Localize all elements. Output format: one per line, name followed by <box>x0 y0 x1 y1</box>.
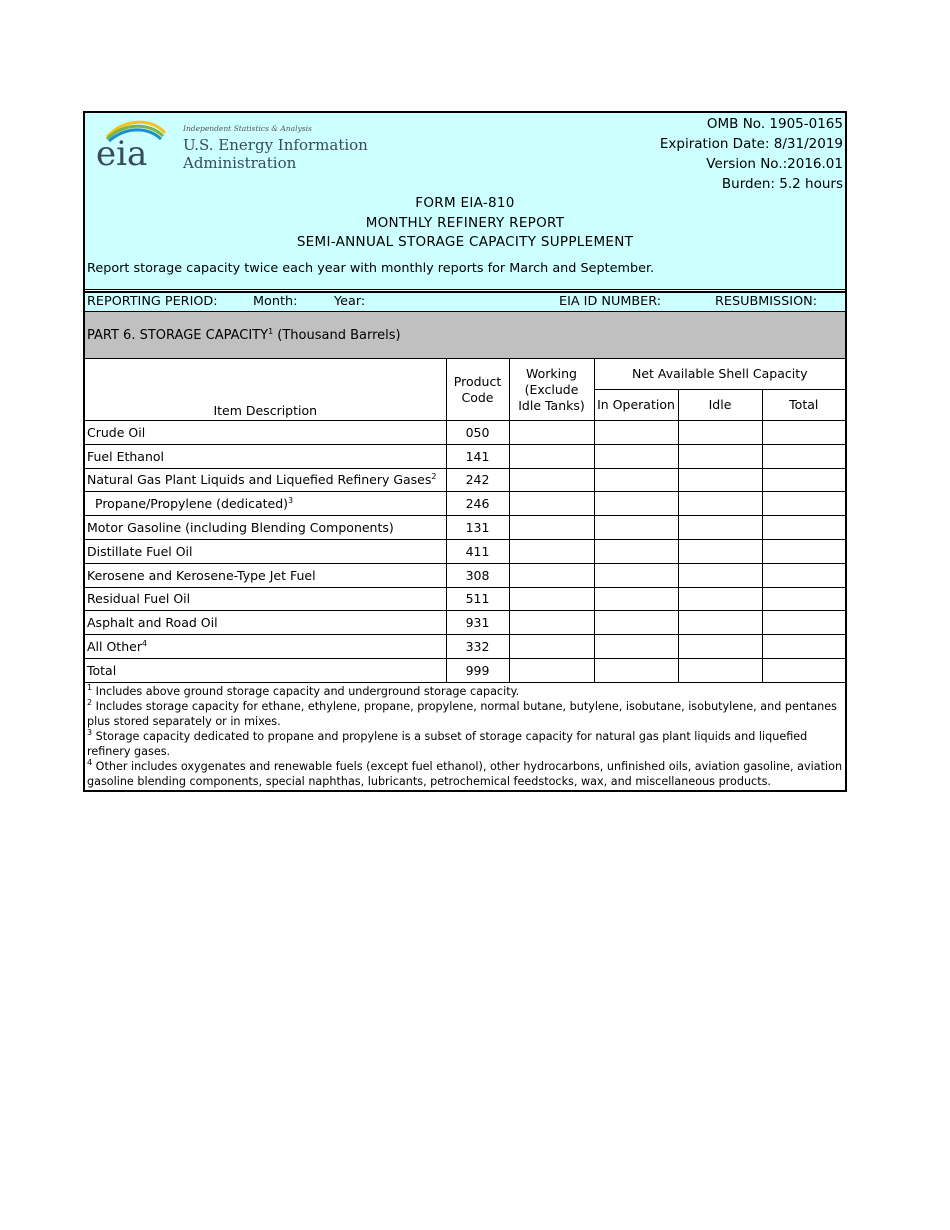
item-description: Fuel Ethanol <box>85 444 446 468</box>
item-description: Kerosene and Kerosene-Type Jet Fuel <box>85 563 446 587</box>
form-header <box>85 113 845 290</box>
total-input[interactable] <box>762 492 845 516</box>
total-input[interactable] <box>762 421 845 445</box>
in-operation-input[interactable] <box>594 587 678 611</box>
item-description: Distillate Fuel Oil <box>85 539 446 563</box>
in-operation-input[interactable] <box>594 444 678 468</box>
in-operation-input[interactable] <box>594 563 678 587</box>
product-code: 246 <box>446 492 509 516</box>
table-row <box>85 516 845 540</box>
idle-input[interactable] <box>678 611 762 635</box>
footnote: $^2$ Includes storage capacity for ethane, ethylene, propane, propylene, normal butane, butylene, isobutane, isobutylene, and pentanes plus stored separately or in mixes. <box>87 697 837 728</box>
table-row <box>85 563 845 587</box>
total-input[interactable] <box>762 539 845 563</box>
idle-input[interactable] <box>678 635 762 659</box>
item-description: Total <box>85 658 446 682</box>
col-net-available: Net Available Shell Capacity <box>594 359 845 390</box>
table-row <box>85 658 845 682</box>
eia-id-field[interactable]: EIA ID NUMBER: <box>559 294 662 309</box>
total-input[interactable] <box>762 611 845 635</box>
item-description: All Other$^4$ <box>85 635 446 659</box>
footnote: $^3$ Storage capacity dedicated to propane and propylene is a subset of storage capacity for natural gas plant liquids and liquefied refinery gases. <box>87 727 808 758</box>
part-6-title: PART 6. STORAGE CAPACITY$^1$ (Thousand Barrels) <box>87 327 401 343</box>
table-row <box>85 611 845 635</box>
item-description: Motor Gasoline (including Blending Components) <box>85 516 446 540</box>
total-input[interactable] <box>762 635 845 659</box>
in-operation-input[interactable] <box>594 468 678 492</box>
working-input[interactable] <box>509 658 594 682</box>
table-row <box>85 539 845 563</box>
reporting-period-bar <box>85 291 845 312</box>
col-item-description: Item Description <box>85 359 446 421</box>
working-input[interactable] <box>509 611 594 635</box>
total-input[interactable] <box>762 468 845 492</box>
item-description: Crude Oil <box>85 421 446 445</box>
reporting-period-label: REPORTING PERIOD: <box>87 294 218 309</box>
idle-input[interactable] <box>678 468 762 492</box>
product-code: 050 <box>446 421 509 445</box>
working-input[interactable] <box>509 635 594 659</box>
table-row <box>85 635 845 659</box>
product-code: 242 <box>446 468 509 492</box>
table-row <box>85 492 845 516</box>
logo-tagline: Independent Statistics & Analysis <box>183 124 312 133</box>
total-input[interactable] <box>762 658 845 682</box>
table-body <box>85 421 845 683</box>
form-eia-810 <box>83 111 847 792</box>
product-code: 131 <box>446 516 509 540</box>
year-field[interactable]: Year: <box>334 294 366 309</box>
total-input[interactable] <box>762 563 845 587</box>
version-number: Version No.:2016.01 <box>706 156 843 172</box>
logo-wordmark: eia <box>96 134 148 171</box>
agency-name <box>183 136 368 172</box>
idle-input[interactable] <box>678 444 762 468</box>
omb-number: OMB No. 1905-0165 <box>706 116 843 132</box>
table-row <box>85 468 845 492</box>
working-input[interactable] <box>509 492 594 516</box>
working-input[interactable] <box>509 516 594 540</box>
item-description: Natural Gas Plant Liquids and Liquefied Refinery Gases$^2$ <box>85 468 446 492</box>
table-row <box>85 421 845 445</box>
in-operation-input[interactable] <box>594 611 678 635</box>
col-idle: Idle <box>678 390 762 421</box>
burden-hours: Burden: 5.2 hours <box>721 176 843 192</box>
total-input[interactable] <box>762 516 845 540</box>
month-field[interactable]: Month: <box>253 294 298 309</box>
in-operation-input[interactable] <box>594 516 678 540</box>
total-input[interactable] <box>762 444 845 468</box>
idle-input[interactable] <box>678 492 762 516</box>
product-code: 308 <box>446 563 509 587</box>
agency-line-1: U.S. Energy Information <box>183 136 368 154</box>
working-input[interactable] <box>509 421 594 445</box>
item-description: Asphalt and Road Oil <box>85 611 446 635</box>
col-total: Total <box>762 390 845 421</box>
in-operation-input[interactable] <box>594 492 678 516</box>
footnotes <box>85 683 845 790</box>
product-code: 999 <box>446 658 509 682</box>
in-operation-input[interactable] <box>594 421 678 445</box>
idle-input[interactable] <box>678 421 762 445</box>
form-title: FORM EIA-810 <box>415 195 515 211</box>
product-code: 931 <box>446 611 509 635</box>
footnote: $^4$ Other includes oxygenates and renewable fuels (except fuel ethanol), other hydrocarbons, unfinished oils, aviation gasoline, aviation gasoline blending components, special naphthas, lubricants, petrochemical feedstocks, wax, and miscellaneous products. <box>87 757 843 788</box>
working-input[interactable] <box>509 563 594 587</box>
instructions: Report storage capacity twice each year with monthly reports for March and September. <box>87 261 655 276</box>
in-operation-input[interactable] <box>594 539 678 563</box>
form-titles <box>85 194 845 253</box>
working-input[interactable] <box>509 539 594 563</box>
omb-info <box>660 114 843 194</box>
idle-input[interactable] <box>678 563 762 587</box>
total-input[interactable] <box>762 587 845 611</box>
part-6-heading <box>85 312 845 359</box>
col-in-operation: In Operation <box>594 390 678 421</box>
col-working: Working (Exclude Idle Tanks) <box>509 359 594 421</box>
idle-input[interactable] <box>678 658 762 682</box>
agency-line-2: Administration <box>183 154 297 172</box>
idle-input[interactable] <box>678 539 762 563</box>
item-description: Residual Fuel Oil <box>85 587 446 611</box>
table-header-row-1 <box>85 359 845 390</box>
in-operation-input[interactable] <box>594 635 678 659</box>
eia-logo <box>93 117 373 171</box>
working-input[interactable] <box>509 444 594 468</box>
supplement-title: SEMI-ANNUAL STORAGE CAPACITY SUPPLEMENT <box>296 234 634 250</box>
expiration-date: Expiration Date: 8/31/2019 <box>659 136 843 152</box>
idle-input[interactable] <box>678 587 762 611</box>
report-title: MONTHLY REFINERY REPORT <box>365 214 565 231</box>
table-row <box>85 444 845 468</box>
storage-capacity-table <box>85 359 845 683</box>
footnote: $^1$ Includes above ground storage capacity and underground storage capacity. <box>87 682 520 698</box>
item-description: Propane/Propylene (dedicated)$^3$ <box>85 492 446 516</box>
eia-logo-icon <box>93 117 179 171</box>
table-row <box>85 587 845 611</box>
idle-input[interactable] <box>678 516 762 540</box>
working-input[interactable] <box>509 468 594 492</box>
in-operation-input[interactable] <box>594 658 678 682</box>
product-code: 411 <box>446 539 509 563</box>
product-code: 332 <box>446 635 509 659</box>
col-product-code: Product Code <box>446 359 509 421</box>
product-code: 141 <box>446 444 509 468</box>
resubmission-field[interactable]: RESUBMISSION: <box>715 294 818 309</box>
working-input[interactable] <box>509 587 594 611</box>
product-code: 511 <box>446 587 509 611</box>
